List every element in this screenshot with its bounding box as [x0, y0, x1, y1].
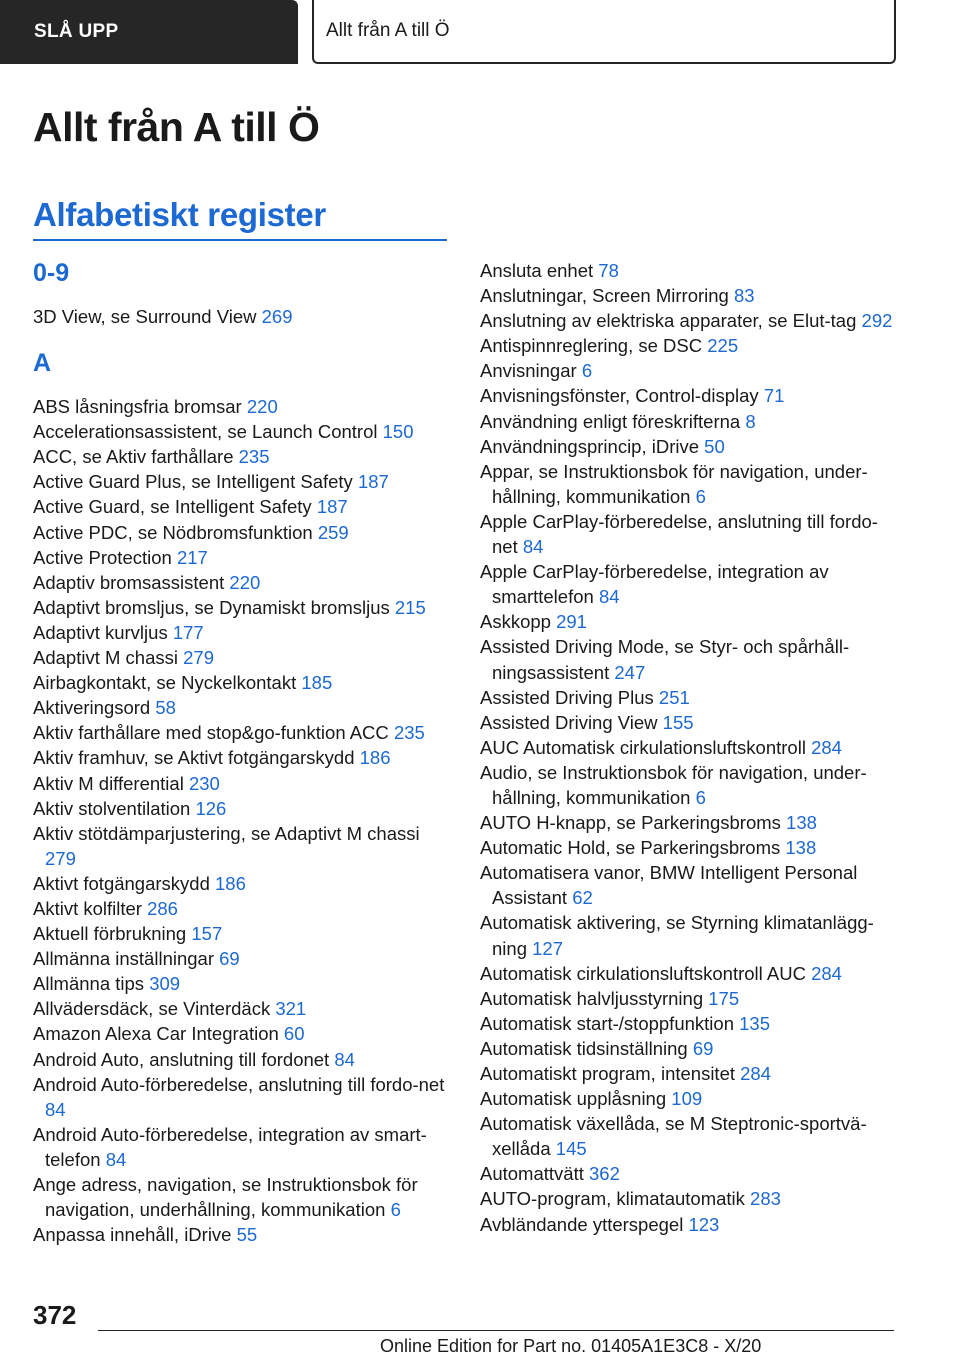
index-entry-text: Airbagkontakt, se Nyckelkontakt [33, 672, 297, 694]
index-entry [33, 971, 451, 996]
index-entry [33, 620, 451, 645]
index-page-link[interactable]: 123 [688, 1213, 720, 1235]
index-letter-heading: 0-9 [33, 259, 70, 287]
index-page-link[interactable]: 83 [733, 285, 755, 307]
index-entry [33, 871, 451, 896]
index-page-link[interactable]: 291 [556, 611, 587, 633]
index-entry-text: Aktiveringsord [33, 697, 151, 719]
index-entry [33, 796, 451, 821]
index-page-link[interactable]: 55 [236, 1224, 258, 1246]
spacer [33, 288, 451, 304]
index-entry-text: Allvädersdäck, se Vinterdäck [33, 998, 271, 1020]
index-page-link[interactable]: 8 [745, 410, 756, 432]
index-entry-text: Automatisk start-/stoppfunktion [480, 1012, 734, 1034]
top-navigation-bar [0, 0, 960, 66]
index-entry-text: Automatic Hold, se Parkeringsbroms [480, 837, 781, 859]
index-entry-text: Automatisera vanor, BMW Intelligent Personal Assistant [480, 862, 858, 909]
index-page-link[interactable]: 60 [283, 1023, 305, 1045]
index-page-link[interactable]: 150 [382, 421, 414, 443]
index-entry-text: Automatisk halvljusstyrning [480, 987, 704, 1009]
index-page-link[interactable]: 6 [390, 1199, 401, 1221]
index-entry [33, 469, 451, 494]
index-entry-text: AUTO-program, klimatautomatik [480, 1188, 745, 1210]
index-entry-text: Ansluta enhet [480, 260, 594, 281]
index-page-link[interactable]: 235 [238, 446, 270, 468]
index-entry [33, 996, 451, 1021]
index-page-link[interactable]: 50 [704, 435, 725, 457]
index-page-link[interactable]: 138 [785, 837, 817, 859]
index-entry [480, 835, 900, 860]
index-page-link[interactable]: 187 [357, 471, 389, 493]
index-page-link[interactable]: 292 [861, 310, 893, 332]
index-entry [33, 520, 451, 545]
index-entry-text: Anvisningar [480, 360, 577, 382]
index-page-link[interactable]: 6 [695, 485, 706, 507]
index-entry [33, 444, 451, 469]
index-page-link[interactable]: 186 [215, 872, 246, 894]
index-entry [33, 304, 451, 329]
index-entry [480, 634, 900, 684]
index-entry [33, 670, 451, 695]
index-page-link[interactable]: 157 [191, 923, 223, 945]
spacer [33, 378, 451, 394]
index-entry-text: Appar, se Instruktionsbok för navigation, under‐hållning, kommunikation [480, 460, 868, 507]
index-entry-text: Android Auto-förberedelse, anslutning till fordo‐net [33, 1073, 445, 1095]
index-entry-text: Assisted Driving Plus [480, 686, 654, 708]
index-entry [33, 595, 451, 620]
index-page-link[interactable]: 217 [176, 546, 208, 568]
index-entry-text: Automatisk upplåsning [480, 1088, 667, 1110]
section-title: Alfabetiskt register [33, 196, 326, 233]
page-title: Allt från A till Ö [33, 104, 320, 150]
index-page-link[interactable]: 269 [261, 306, 293, 327]
index-page-link[interactable]: 235 [393, 722, 425, 744]
index-entry-text: Ange adress, navigation, se Instruktionsbok för navigation, underhållning, kommunikation [33, 1174, 418, 1221]
index-entry-text: Anslutningar, Screen Mirroring [480, 285, 729, 307]
index-entry [33, 720, 451, 745]
index-entry-text: AUC Automatisk cirkulationsluftskontroll [480, 736, 806, 758]
spacer [33, 329, 451, 348]
index-entry-text: Apple CarPlay-förberedelse, anslutning till fordo‐net [480, 510, 878, 558]
index-entry-text: Automatisk växellåda, se M Steptronic-sportvä‐xellåda [480, 1113, 867, 1160]
section-divider [33, 239, 447, 241]
index-entry [33, 695, 451, 720]
index-page-link[interactable]: 215 [394, 596, 426, 618]
index-entry [480, 986, 900, 1011]
index-entry-text: Allmänna tips [33, 973, 145, 995]
index-page-link[interactable]: 220 [246, 396, 278, 418]
index-entry-text: Apple CarPlay-förberedelse, integration av smarttelefon [480, 561, 829, 608]
index-page-link[interactable]: 220 [229, 571, 261, 593]
index-page-link[interactable]: 309 [149, 973, 181, 995]
index-entry [480, 509, 900, 559]
index-page-link[interactable]: 84 [105, 1148, 127, 1170]
index-entry [480, 1036, 900, 1061]
index-entry [33, 1222, 451, 1247]
index-page-link[interactable]: 84 [334, 1048, 355, 1070]
index-page-link[interactable]: 71 [763, 385, 785, 407]
index-entry [480, 559, 900, 609]
index-entry [33, 946, 451, 971]
index-entry-text: Användning enligt föreskrifterna [480, 410, 741, 432]
index-entry-text: Adaptivt bromsljus, se Dynamiskt bromsljus [33, 596, 390, 618]
index-page-link[interactable]: 284 [811, 962, 842, 984]
index-entry [33, 645, 451, 670]
index-page-link[interactable]: 109 [671, 1088, 703, 1110]
index-page-link[interactable]: 84 [45, 1098, 66, 1120]
index-entry [480, 1111, 900, 1161]
index-page-link[interactable]: 177 [172, 621, 204, 643]
index-page-link[interactable]: 279 [183, 647, 214, 669]
index-entry-text: Aktiv framhuv, se Aktivt fotgängarskydd [33, 747, 355, 769]
index-entry-text: Assisted Driving View [480, 711, 658, 733]
index-page-link[interactable]: 284 [740, 1063, 772, 1084]
index-entry-text: Amazon Alexa Car Integration [33, 1023, 279, 1045]
index-entry [480, 1212, 900, 1237]
index-entry [480, 609, 900, 634]
index-column-left [33, 258, 451, 1247]
index-entry-text: Allmänna inställningar [33, 948, 214, 970]
index-page-link[interactable]: 6 [695, 786, 706, 808]
index-entry-text: Adaptivt M chassi [33, 647, 178, 669]
index-entry [33, 494, 451, 519]
index-entry-text: Automatisk tidsinställning [480, 1037, 688, 1059]
index-entry [480, 710, 900, 735]
index-entry-text: Active Guard Plus, se Intelligent Safety [33, 471, 353, 493]
index-entry [33, 896, 451, 921]
index-page-link[interactable]: 145 [555, 1138, 587, 1160]
index-page-link[interactable]: 69 [219, 948, 240, 970]
index-entry [480, 961, 900, 986]
index-letter-heading: A [33, 349, 52, 378]
index-page-link[interactable]: 251 [658, 686, 690, 708]
index-page-link[interactable]: 187 [316, 496, 348, 518]
index-page-link[interactable]: 185 [301, 672, 333, 694]
index-entry [480, 810, 900, 835]
index-entry-text: Active PDC, se Nödbromsfunktion [33, 521, 313, 543]
index-page-link[interactable]: 247 [614, 661, 646, 683]
index-entry [480, 358, 900, 383]
index-entry [33, 745, 451, 770]
index-page-link[interactable]: 175 [708, 987, 740, 1009]
index-entry [33, 771, 451, 796]
index-entry [480, 409, 900, 434]
index-page-link[interactable]: 62 [572, 887, 593, 909]
index-entry-text: Active Guard, se Intelligent Safety [33, 496, 312, 518]
index-entry-text: ACC, se Aktiv farthållare [33, 446, 234, 468]
index-entry [480, 910, 900, 960]
index-page-link[interactable]: 283 [750, 1188, 781, 1210]
index-entry-text: Audio, se Instruktionsbok för navigation, under‐hållning, kommunikation [480, 761, 867, 808]
index-entry [33, 1047, 451, 1072]
index-page-link[interactable]: 279 [45, 847, 76, 869]
index-entry [480, 685, 900, 710]
index-entry-text: Aktiv stolventilation [33, 797, 191, 819]
index-page-link[interactable]: 225 [707, 335, 739, 357]
index-entry [480, 1161, 900, 1186]
index-entry [33, 419, 451, 444]
index-entry [480, 333, 900, 358]
index-entry-text: Aktuell förbrukning [33, 923, 187, 945]
index-entry [33, 545, 451, 570]
index-entry-text: 3D View, se Surround View [33, 306, 257, 327]
index-page-link[interactable]: 138 [786, 812, 817, 834]
index-entry-text: Automatisk cirkulationsluftskontroll AUC [480, 962, 806, 984]
index-entry-text: AUTO H-knapp, se Parkeringsbroms [480, 812, 781, 834]
index-entry [33, 921, 451, 946]
index-entry-text: Assisted Driving Mode, se Styr- och spårhåll‐ningsassistent [480, 636, 850, 683]
index-entry [33, 821, 451, 871]
index-page-link[interactable]: 126 [195, 797, 227, 819]
index-page-link[interactable]: 362 [589, 1163, 620, 1185]
footer-edition-text: Online Edition for Part no. 01405A1E3C8 - X/20 [380, 1336, 762, 1356]
index-entry [480, 1011, 900, 1036]
index-entry [480, 760, 900, 810]
index-entry [480, 1086, 900, 1111]
page-number: 372 [33, 1300, 77, 1330]
index-entry [33, 1122, 451, 1172]
index-entry-text: Android Auto, anslutning till fordonet [33, 1048, 330, 1070]
index-entry-text: Android Auto-förberedelse, integration av smart‐telefon [33, 1123, 427, 1170]
index-entry-text: Askkopp [480, 611, 551, 633]
index-entry-text: Avbländande ytterspegel [480, 1213, 684, 1235]
index-entry [480, 459, 900, 509]
index-page-link[interactable]: 259 [317, 521, 349, 543]
index-entry [33, 394, 451, 419]
index-entry-text: Automattvätt [480, 1163, 584, 1185]
index-entry [480, 860, 900, 910]
index-entry [480, 258, 900, 283]
tab-allt-fran-a-till-o[interactable]: Allt från A till Ö [312, 0, 896, 64]
index-entry-text: Anslutning av elektriska apparater, se Elut‐tag [480, 310, 857, 332]
index-page-link[interactable]: 186 [359, 747, 391, 769]
index-page-link[interactable]: 284 [811, 736, 842, 758]
index-entry-text: Anvisningsfönster, Control-display [480, 385, 759, 407]
index-page-link[interactable]: 84 [598, 586, 620, 608]
index-page-link[interactable]: 84 [522, 536, 544, 558]
index-entry-text: Automatisk aktivering, se Styrning klimatanlägg‐ning [480, 912, 874, 959]
index-entry [480, 283, 900, 308]
index-entry-text: Anpassa innehåll, iDrive [33, 1224, 232, 1246]
index-entry-text: Accelerationsassistent, se Launch Control [33, 421, 378, 443]
index-entry [33, 1172, 451, 1222]
index-page-link[interactable]: 58 [155, 697, 176, 719]
index-entry [33, 1021, 451, 1046]
index-entry-text: Aktiv M differential [33, 772, 184, 794]
index-page-link[interactable]: 69 [692, 1037, 714, 1059]
index-entry [33, 1072, 451, 1122]
index-entry-text: Aktiv stötdämparjustering, se Adaptivt M chassi [33, 822, 420, 844]
index-page-link[interactable]: 78 [598, 260, 619, 281]
index-entry-text: Antispinnreglering, se DSC [480, 335, 703, 357]
index-entry-text: Adaptivt kurvljus [33, 621, 168, 643]
index-column-right [480, 258, 900, 1237]
index-entry [480, 308, 900, 333]
index-entry [480, 1061, 900, 1086]
index-entry [480, 434, 900, 459]
index-entry-text: Active Protection [33, 546, 172, 568]
index-entry [480, 383, 900, 408]
index-entry-text: Aktivt kolfilter [33, 897, 142, 919]
index-entry-text: Automatiskt program, intensitet [480, 1063, 735, 1084]
index-entry-text: Aktiv farthållare med stop&go-funktion ACC [33, 722, 389, 744]
index-entry [480, 1186, 900, 1211]
index-page-link[interactable]: 6 [581, 360, 593, 382]
index-page-link[interactable]: 321 [275, 998, 307, 1020]
index-page-link[interactable]: 286 [147, 897, 178, 919]
index-entry-text: Aktivt fotgängarskydd [33, 872, 210, 894]
index-page-link[interactable]: 135 [739, 1012, 770, 1034]
index-page-link[interactable]: 127 [532, 937, 563, 959]
index-page-link[interactable]: 230 [188, 772, 220, 794]
index-entry [480, 735, 900, 760]
footer-divider [98, 1330, 894, 1331]
tab-slå-upp[interactable]: SLÅ UPP [0, 0, 298, 64]
index-entry-text: Användningsprincip, iDrive [480, 435, 700, 457]
index-page-link[interactable]: 155 [662, 711, 694, 733]
index-entry [33, 570, 451, 595]
index-entry-text: ABS låsningsfria bromsar [33, 396, 242, 418]
index-entry-text: Adaptiv bromsassistent [33, 571, 225, 593]
